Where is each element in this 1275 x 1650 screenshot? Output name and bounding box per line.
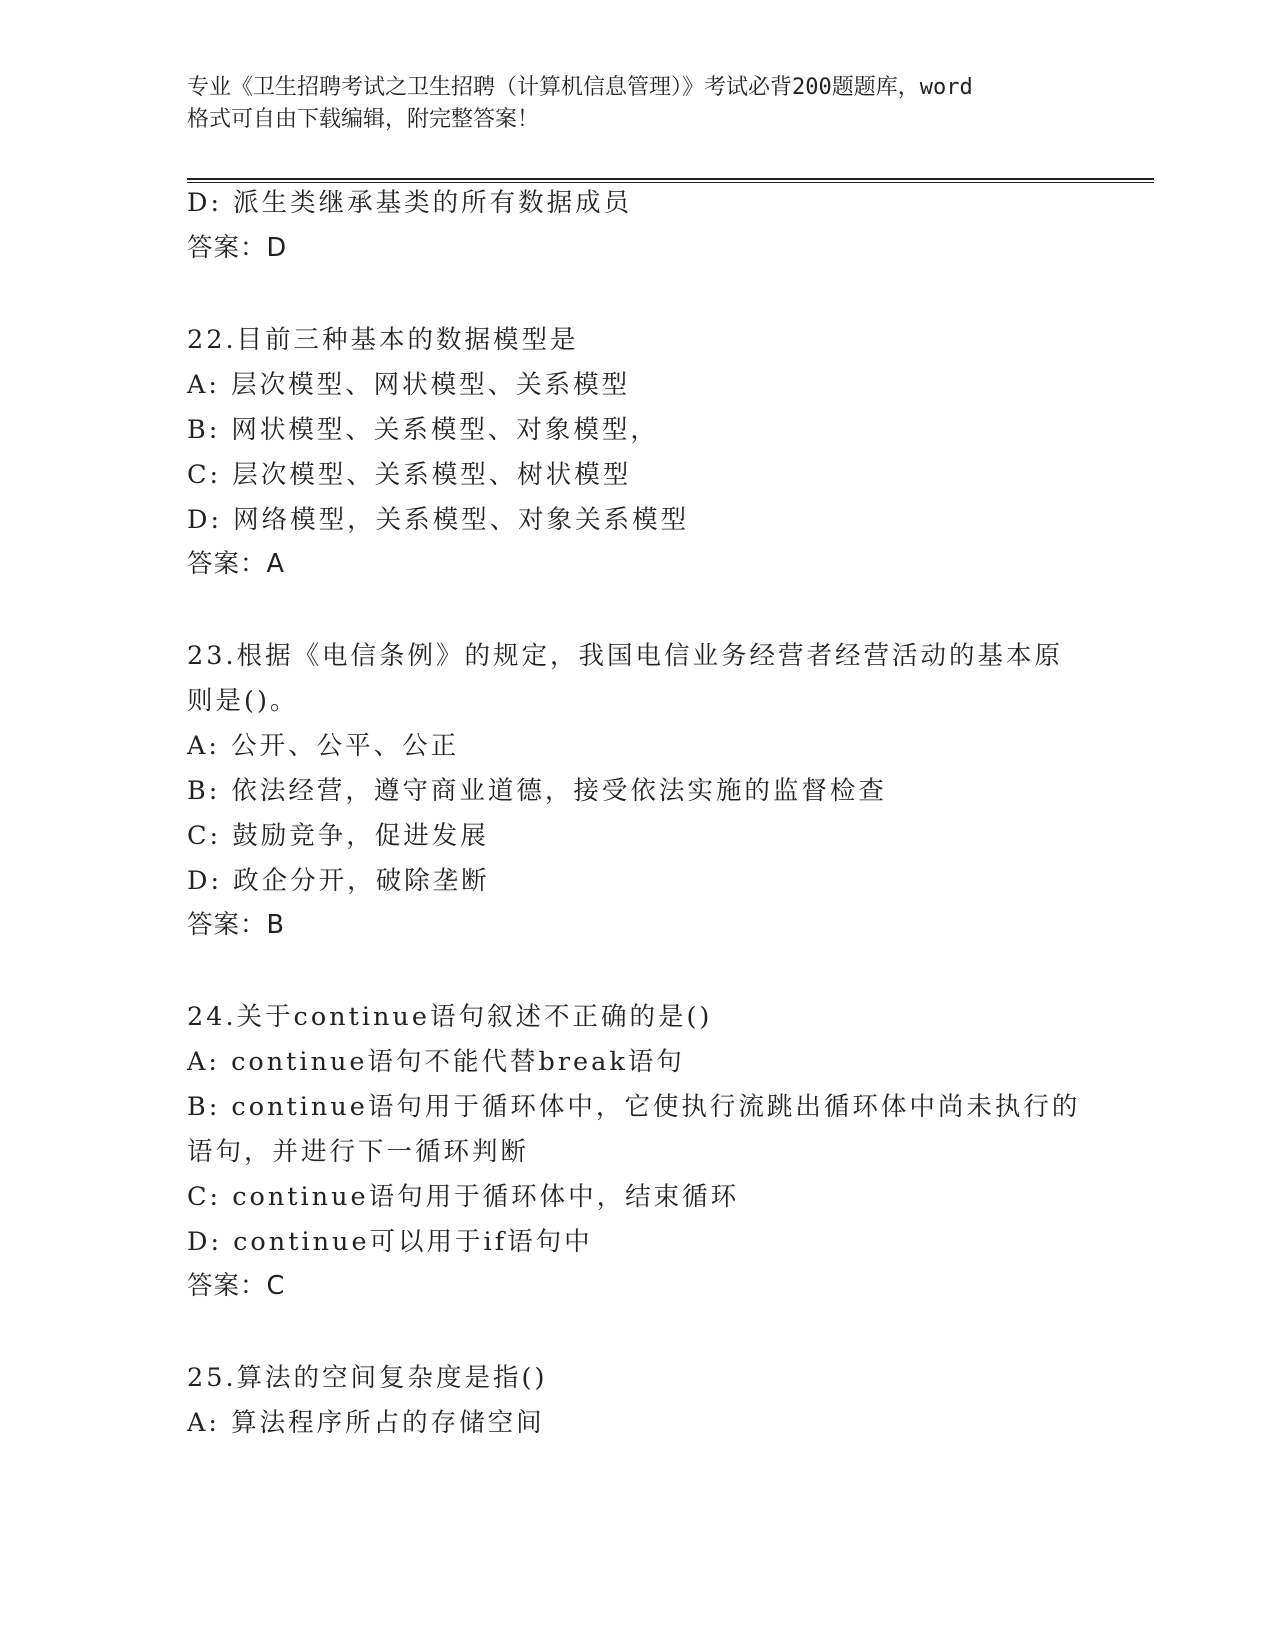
header-line-2: 格式可自由下载编辑，附完整答案！ — [187, 107, 540, 132]
q24-option-a: A: continue语句不能代替break语句 — [187, 1047, 685, 1077]
q24-option-b-line-1: B: continue语句用于循环体中，它使执行流跳出循环体中尚未执行的 — [187, 1092, 1081, 1122]
q22-option-c: C: 层次模型、关系模型、树状模型 — [187, 460, 632, 490]
q25-question: 25.算法的空间复杂度是指() — [187, 1363, 548, 1393]
q22-answer: 答案：A — [187, 549, 285, 579]
q23-option-b: B: 依法经营，遵守商业道德，接受依法实施的监督检查 — [187, 776, 887, 806]
q24-option-d: D: continue可以用于if语句中 — [187, 1227, 593, 1257]
q22-question: 22.目前三种基本的数据模型是 — [187, 325, 579, 355]
header-divider-thick — [187, 178, 1154, 180]
q23-answer: 答案：B — [187, 910, 285, 940]
q24-option-b-line-2: 语句，并进行下一循环判断 — [187, 1137, 530, 1167]
q23-question-line-1: 23.根据《电信条例》的规定，我国电信业务经营者经营活动的基本原 — [187, 641, 1064, 671]
q21-option-d: D: 派生类继承基类的所有数据成员 — [187, 188, 633, 218]
q23-option-a: A: 公开、公平、公正 — [187, 731, 460, 761]
q23-question-line-2: 则是()。 — [187, 686, 299, 716]
q21-answer: 答案：D — [187, 233, 288, 263]
q24-option-c: C: continue语句用于循环体中，结束循环 — [187, 1182, 740, 1212]
q25-option-a: A: 算法程序所占的存储空间 — [187, 1408, 545, 1438]
q22-option-b: B: 网状模型、关系模型、对象模型， — [187, 415, 659, 445]
q24-answer: 答案：C — [187, 1271, 286, 1301]
document-header — [187, 72, 1087, 136]
q24-question: 24.关于continue语句叙述不正确的是() — [187, 1002, 713, 1032]
q23-option-c: C: 鼓励竞争，促进发展 — [187, 821, 489, 851]
q23-option-d: D: 政企分开，破除垄断 — [187, 866, 490, 896]
header-line-1: 专业《卫生招聘考试之卫生招聘（计算机信息管理）》考试必背200题题库，word — [187, 75, 973, 100]
q22-option-d: D: 网络模型，关系模型、对象关系模型 — [187, 505, 690, 535]
q22-option-a: A: 层次模型、网状模型、关系模型 — [187, 370, 631, 400]
header-divider-thin — [187, 182, 1154, 183]
